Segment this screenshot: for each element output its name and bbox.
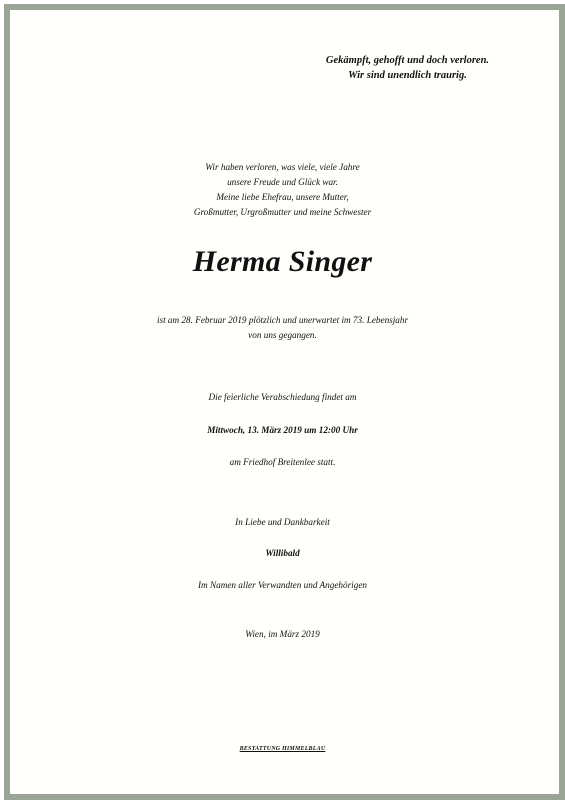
- intro-line-1: Wir haben verloren, was viele, viele Jahre: [205, 162, 360, 172]
- intro-line-2: unsere Freude und Glück war.: [227, 177, 338, 187]
- undertaker-footer: BESTATTUNG HIMMELBLAU: [239, 746, 326, 752]
- family-note: Im Namen aller Verwandten und Angehörigen: [197, 580, 367, 590]
- death-notice-line-2: von uns gegangen.: [248, 330, 317, 340]
- death-notice-line-1: ist am 28. Februar 2019 plötzlich und unerwartet im 73. Lebensjahr: [156, 315, 409, 325]
- closing-phrase: In Liebe und Dankbarkeit: [235, 517, 330, 527]
- motto-line-1: Gekämpft, gehofft und doch verloren.: [325, 55, 490, 66]
- death-notice: [0, 313, 565, 343]
- intro-line-4: Großmutter, Urgroßmutter und meine Schwester: [193, 207, 372, 217]
- deceased-name: Herma Singer: [192, 245, 373, 278]
- intro-line-3: Meine liebe Ehefrau, unsere Mutter,: [216, 192, 349, 202]
- motto: [270, 53, 545, 83]
- intro-text: [0, 160, 565, 220]
- motto-line-2: Wir sind unendlich traurig.: [348, 70, 467, 81]
- ceremony-intro: Die feierliche Verabschiedung findet am: [208, 392, 357, 402]
- signer-name: Willibald: [265, 548, 300, 558]
- place-date: Wien, im März 2019: [245, 629, 320, 639]
- ceremony-datetime: Mittwoch, 13. März 2019 um 12:00 Uhr: [207, 425, 358, 435]
- ceremony-location: am Friedhof Breitenlee statt.: [229, 457, 336, 467]
